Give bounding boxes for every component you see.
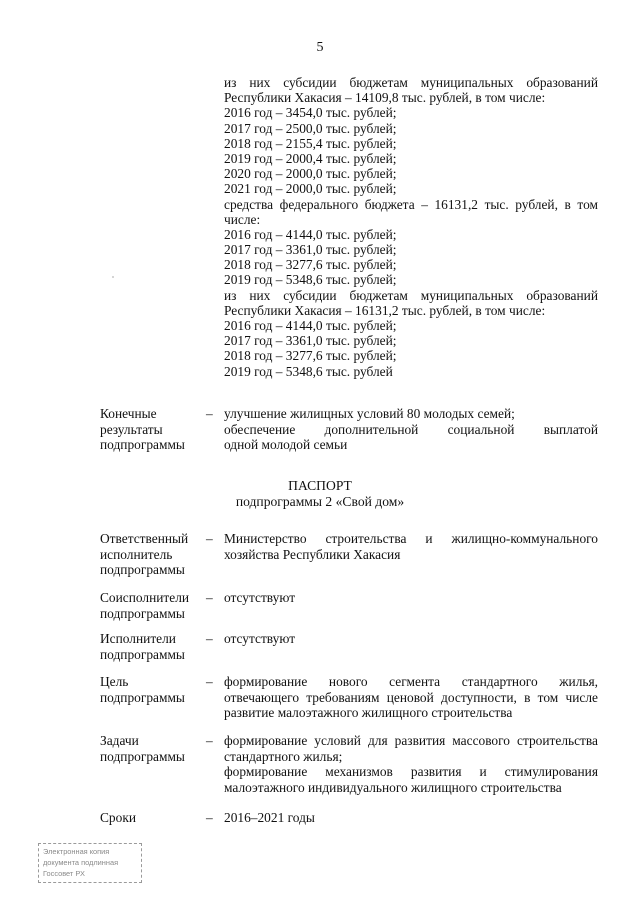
financing-line: Республики Хакасия – 16131,2 тыс. рублей, в том числе: [224,302,546,318]
financing-line: 2019 год – 5348,6 тыс. рублей; [224,272,397,288]
row-value [224,590,598,606]
financing-line: 2019 год – 2000,4 тыс. рублей; [224,150,397,166]
row-dash: – [206,733,213,748]
label-line: подпрограммы [100,437,185,453]
passport-subtitle: подпрограммы 2 «Свой дом» [235,494,405,509]
financing-line: 2017 год – 2500,0 тыс. рублей; [224,120,397,136]
label-line: Цель [100,674,129,689]
financing-line: 2016 год – 4144,0 тыс. рублей; [224,226,397,242]
row-value [224,631,598,647]
financing-line: 2018 год – 2155,4 тыс. рублей; [224,135,397,151]
label-line: подпрограммы [100,748,185,764]
label-line: подпрограммы [100,646,185,662]
row-dash: – [206,590,213,605]
page-number: 5 [316,40,324,55]
label-line: Исполнители [100,631,176,646]
label-line: Задачи [100,733,139,748]
label-line: подпрограммы [100,562,185,578]
label-line: подпрограммы [100,689,185,705]
financing-line: 2017 год – 3361,0 тыс. рублей; [224,333,397,349]
row-label [100,810,200,826]
value-line: улучшение жилищных условий 80 молодых семей; [224,406,515,421]
financing-line: средства федерального бюджета – 16131,2 тыс. рублей, в том [224,196,598,212]
row-label [100,733,200,764]
row-dash: – [206,531,213,546]
financing-line: 2017 год – 3361,0 тыс. рублей; [224,242,397,258]
value-line: хозяйства Республики Хакасия [224,546,401,562]
financing-line: 2018 год – 3277,6 тыс. рублей; [224,257,397,273]
financing-line: 2016 год – 3454,0 тыс. рублей; [224,105,397,121]
financing-line: 2021 год – 2000,0 тыс. рублей; [224,181,397,197]
label-line: Соисполнители [100,590,190,605]
row-value [224,531,598,562]
label-line: Сроки [100,810,136,825]
financing-line: числе: [224,211,261,227]
row-dash: – [206,631,213,646]
passport-title: ПАСПОРТ [288,478,352,493]
stamp-line: Электронная копия [43,847,110,856]
value-line: формирование механизмов развития и стимулирования [224,764,598,780]
financing-line: Республики Хакасия – 14109,8 тыс. рублей, в том числе: [224,90,546,106]
row-value [224,406,598,453]
row-value [224,733,598,795]
stamp-line: Госсовет РХ [43,869,85,878]
value-line: отсутствуют [224,631,296,646]
value-line: формирование условий для развития массового строительства [224,733,598,748]
dot-mark [112,276,114,278]
label-line: подпрограммы [100,605,185,621]
value-line: стандартного жилья; [224,748,343,764]
row-dash: – [206,406,213,421]
value-line: отвечающего требованиям ценовой доступности, в том числе [224,689,598,705]
row-dash: – [206,810,213,825]
label-line: Конечные [100,406,157,421]
financing-line: 2018 год – 3277,6 тыс. рублей; [224,348,397,364]
value-line: формирование нового сегмента стандартного жилья, [224,674,598,689]
row-value [224,810,598,826]
row-label [100,590,200,621]
row-label [100,674,200,705]
financing-line: 2016 год – 4144,0 тыс. рублей; [224,318,397,333]
row-label [100,531,200,578]
financing-line: 2019 год – 5348,6 тыс. рублей [224,363,393,379]
stamp-line: документа подлинная [43,858,119,867]
value-line: 2016–2021 годы [224,810,315,825]
stamp [38,843,142,883]
value-line: отсутствуют [224,590,296,605]
financing-block [224,75,598,379]
value-line: Министерство строительства и жилищно-коммунального [224,531,598,546]
value-line: обеспечение дополнительной социальной выплатой [224,421,598,437]
label-line: исполнитель [100,546,173,562]
label-line: Ответственный [100,531,189,546]
financing-line: 2020 год – 2000,0 тыс. рублей; [224,166,397,182]
value-line: одной молодой семьи [224,437,348,453]
value-line: малоэтажного индивидуального жилищного строительства [224,779,562,795]
label-line: результаты [100,421,163,437]
row-label [100,406,200,453]
row-value [224,674,598,721]
financing-line: из них субсидии бюджетам муниципальных образований [224,287,598,303]
value-line: развитие малоэтажного жилищного строительства [224,705,513,721]
financing-line: из них субсидии бюджетам муниципальных образований [224,75,598,90]
row-label [100,631,200,662]
row-dash: – [206,674,213,689]
